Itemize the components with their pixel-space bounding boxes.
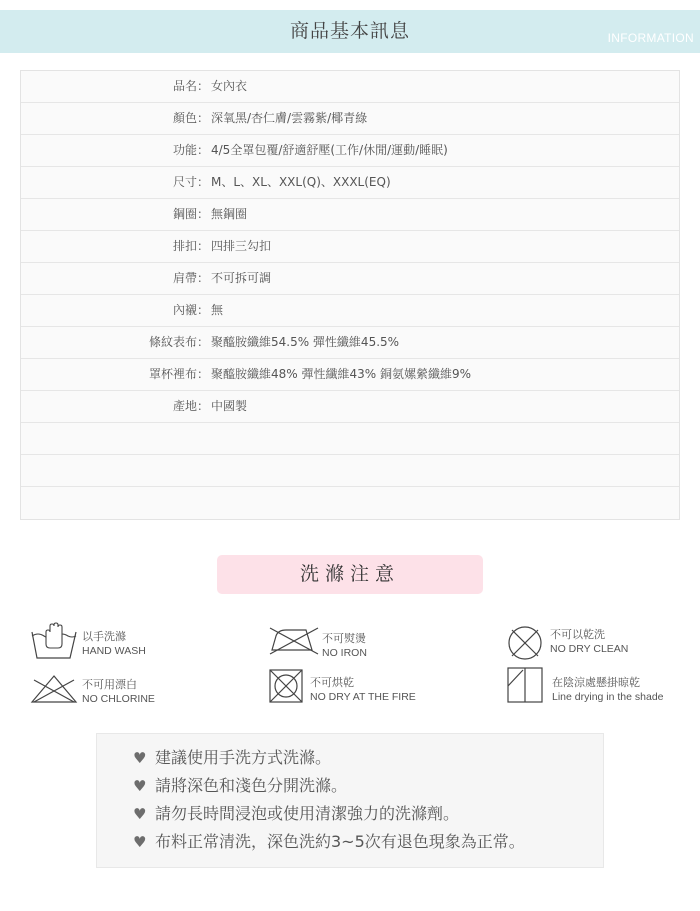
spec-table <box>20 70 680 520</box>
info-subtitle: INFORMATION <box>607 31 694 45</box>
hand-wash-icon <box>30 622 78 660</box>
care-label-zh: 不可熨燙 <box>322 632 366 645</box>
spec-label: 品名： <box>172 79 209 93</box>
spec-row-color <box>21 103 679 135</box>
spec-label: 鋼圈： <box>172 207 209 221</box>
spec-row-empty <box>21 455 679 487</box>
spec-row-cup-lining <box>21 359 679 391</box>
care-label-zh: 在陰涼處懸掛晾乾 <box>552 676 640 689</box>
spec-label: 肩帶： <box>172 271 209 285</box>
spec-label: 尺寸： <box>172 175 209 189</box>
note-text: 布料正常清洗，深色洗約3~5次有退色現象為正常。 <box>155 832 525 851</box>
no-dry-clean-icon <box>506 624 544 662</box>
spec-row-empty <box>21 487 679 519</box>
spec-row-lining <box>21 295 679 327</box>
spec-row-name <box>21 71 679 103</box>
spec-value: 無鋼圈 <box>211 207 248 221</box>
spec-row-size <box>21 167 679 199</box>
heart-icon: ♥ <box>133 777 147 795</box>
care-label-en: NO CHLORINE <box>82 693 155 705</box>
spec-row-underwire <box>21 199 679 231</box>
care-notes <box>96 733 604 868</box>
heart-icon: ♥ <box>133 805 147 823</box>
note-item <box>133 800 459 828</box>
spec-label: 條紋表布： <box>148 335 209 349</box>
spec-row-outer-fabric <box>21 327 679 359</box>
spec-row-origin <box>21 391 679 423</box>
line-dry-shade-icon <box>506 666 544 704</box>
info-banner <box>0 10 700 53</box>
care-label-en: NO IRON <box>322 647 367 659</box>
note-text: 請將深色和淺色分開洗滌。 <box>155 776 348 795</box>
care-label-zh: 不可烘乾 <box>310 676 354 689</box>
heart-icon: ♥ <box>133 833 147 851</box>
spec-row-strap <box>21 263 679 295</box>
care-label-zh: 以手洗滌 <box>82 630 126 643</box>
spec-row-empty <box>21 423 679 455</box>
no-chlorine-icon <box>30 674 78 704</box>
spec-value: 女內衣 <box>211 79 248 93</box>
spec-row-function <box>21 135 679 167</box>
note-text: 請勿長時間浸泡或使用清潔強力的洗滌劑。 <box>155 804 460 823</box>
spec-row-hooks <box>21 231 679 263</box>
note-item <box>133 744 331 772</box>
spec-value: 4/5全罩包覆/舒適舒壓(工作/休閒/運動/睡眠) <box>211 143 448 157</box>
care-label-zh: 不可用漂白 <box>82 678 137 691</box>
spec-label: 功能： <box>172 143 209 157</box>
note-item <box>133 828 525 856</box>
care-label-en: NO DRY CLEAN <box>550 643 629 655</box>
spec-value: 深氧黑/杏仁膚/雲霧紫/椰青綠 <box>211 111 368 125</box>
care-label-en: Line drying in the shade <box>552 691 664 703</box>
spec-value: 不可拆可調 <box>211 271 272 285</box>
spec-value: 無 <box>211 303 224 317</box>
care-label-en: HAND WASH <box>82 645 146 657</box>
spec-label: 排扣： <box>172 239 209 253</box>
care-label-en: NO DRY AT THE FIRE <box>310 691 416 703</box>
note-item <box>133 772 347 800</box>
spec-value: 聚醯胺纖維48% 彈性纖維43% 銅氨嫘縈纖維9% <box>211 367 472 381</box>
spec-label: 罩杯裡布： <box>148 367 209 381</box>
care-label-zh: 不可以乾洗 <box>550 628 605 641</box>
spec-value: M、L、XL、XXL(Q)、XXXL(EQ) <box>211 175 391 189</box>
note-text: 建議使用手洗方式洗滌。 <box>155 748 332 767</box>
no-tumble-dry-icon <box>268 668 304 704</box>
spec-label: 產地： <box>172 399 209 413</box>
spec-label: 內襯： <box>172 303 209 317</box>
spec-value: 聚醯胺纖維54.5% 彈性纖維45.5% <box>211 335 400 349</box>
spec-value: 四排三勾扣 <box>211 239 272 253</box>
wash-title: 洗滌注意 <box>217 555 483 594</box>
spec-label: 顏色： <box>172 111 209 125</box>
no-iron-icon <box>268 626 320 656</box>
spec-value: 中國製 <box>211 399 248 413</box>
heart-icon: ♥ <box>133 749 147 767</box>
info-title: 商品基本訊息 <box>289 20 410 42</box>
